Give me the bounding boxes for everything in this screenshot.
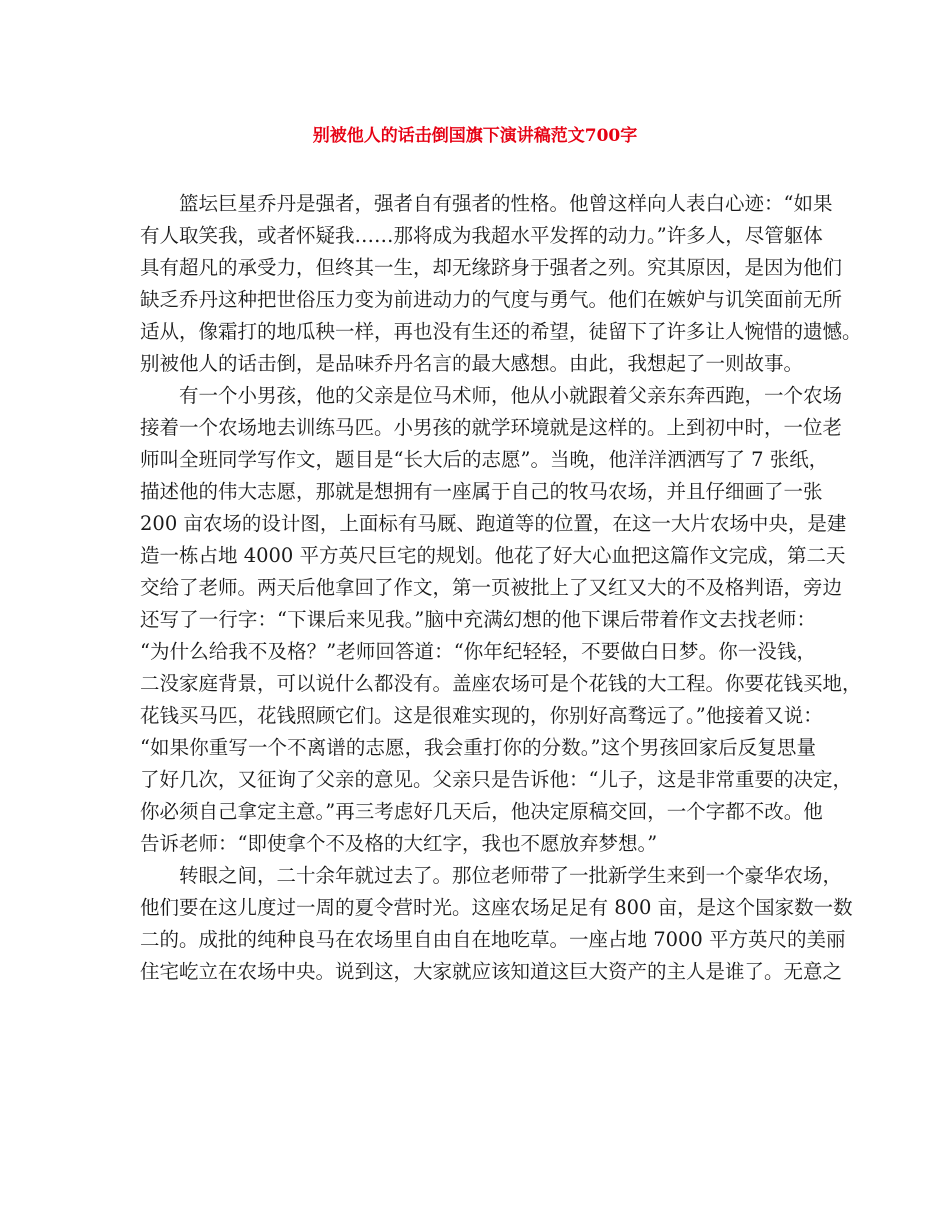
paragraph-3-line-4: 住宅屹立在农场中央。说到这，大家就应该知道这巨大资产的主人是谁了。无意之 (140, 960, 843, 983)
paragraph-1-line-6: 别被他人的话击倒，是品味乔丹名言的最大感想。由此，我想起了一则故事。 (140, 352, 804, 375)
paragraph-2-line-9: “为什么给我不及格？”老师回答道：“你年纪轻轻，不要做白日梦。你一没钱， (140, 640, 816, 663)
paragraph-2-line-14: 你必须自己拿定主意。”再三考虑好几天后，他决定原稿交回，一个字都不改。他 (140, 800, 823, 823)
paragraph-1-line-1: 篮坛巨星乔丹是强者，强者自有强者的性格。他曾这样向人表白心迹：“如果 (179, 192, 833, 215)
paragraph-2-line-3: 师叫全班同学写作文，题目是“长大后的志愿”。当晚，他洋洋洒洒写了 7 张纸， (140, 448, 829, 471)
paragraph-2-line-7: 交给了老师。两天后他拿回了作文，第一页被批上了又红又大的不及格判语，旁边 (140, 576, 843, 599)
paragraph-2-line-1: 有一个小男孩，他的父亲是位马术师，他从小就跟着父亲东奔西跑，一个农场 (179, 384, 843, 407)
paragraph-3-line-3: 二的。成批的纯种良马在农场里自由自在地吃草。一座占地 7000 平方英尺的美丽 (140, 928, 846, 951)
paragraph-2-line-11: 花钱买马匹，花钱照顾它们。这是很难实现的，你别好高骛远了。”他接着又说： (140, 704, 823, 727)
paragraph-2-line-4: 描述他的伟大志愿，那就是想拥有一座属于自己的牧马农场，并且仔细画了一张 (140, 480, 823, 503)
paragraph-3-line-2: 他们要在这儿度过一周的夏令营时光。这座农场足足有 800 亩，是这个国家数一数 (140, 896, 853, 919)
paragraph-2-line-13: 了好几次，又征询了父亲的意见。父亲只是告诉他：“儿子，这是非常重要的决定， (140, 768, 852, 791)
document-body (140, 188, 862, 988)
paragraph-2-line-12: “如果你重写一个不离谱的志愿，我会重打你的分数。”这个男孩回家后反复思量 (140, 736, 816, 759)
paragraph-2-line-2: 接着一个农场地去训练马匹。小男孩的就学环境就是这样的。上到初中时，一位老 (140, 416, 843, 439)
paragraph-1-line-5: 适从，像霜打的地瓜秧一样，再也没有生还的希望，徒留下了许多让人惋惜的遗憾。 (140, 320, 862, 343)
paragraph-1-line-2: 有人取笑我，或者怀疑我……那将成为我超水平发挥的动力。”许多人，尽管躯体 (140, 224, 823, 247)
paragraph-2-line-8: 还写了一行字：“下课后来见我。”脑中充满幻想的他下课后带着作文去找老师： (140, 608, 816, 631)
paragraph-2-line-5: 200 亩农场的设计图，上面标有马厩、跑道等的位置，在这一大片农场中央，是建 (140, 512, 847, 535)
paragraph-2-line-10: 二没家庭背景，可以说什么都没有。盖座农场可是个花钱的大工程。你要花钱买地， (140, 672, 862, 695)
paragraph-1-line-3: 具有超凡的承受力，但终其一生，却无缘跻身于强者之列。究其原因，是因为他们 (140, 256, 843, 279)
document-title: 别被他人的话击倒国旗下演讲稿范文700字 (312, 126, 638, 146)
paragraph-3-line-1: 转眼之间，二十余年就过去了。那位老师带了一批新学生来到一个豪华农场， (179, 864, 843, 887)
paragraph-1-line-4: 缺乏乔丹这种把世俗压力变为前进动力的气度与勇气。他们在嫉妒与讥笑面前无所 (140, 288, 843, 311)
paragraph-2-line-15: 告诉老师：“即使拿个不及格的大红字，我也不愿放弃梦想。” (140, 832, 658, 855)
paragraph-2-line-6: 造一栋占地 4000 平方英尺巨宅的规划。他花了好大心血把这篇作文完成，第二天 (140, 544, 846, 567)
